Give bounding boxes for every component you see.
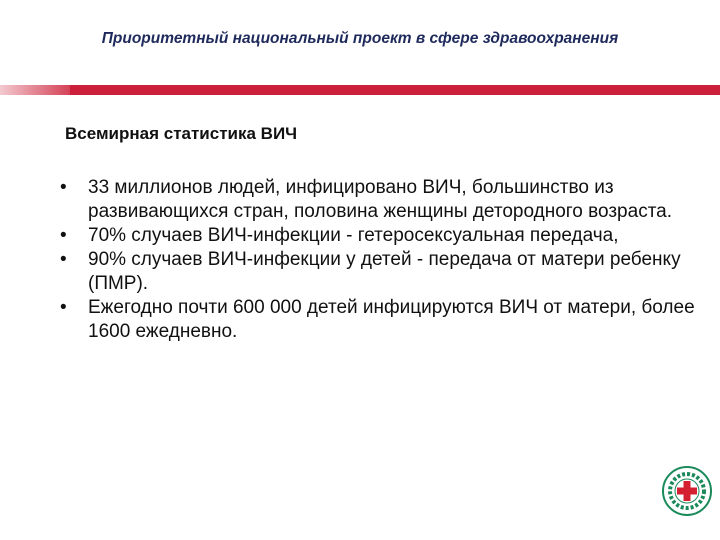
bullet-text: 70% случаев ВИЧ-инфекции - гетеросексуальная передача, — [88, 225, 619, 246]
bullet-item — [60, 248, 700, 296]
page-header-title: Приоритетный национальный проект в сфере здравоохранения — [101, 30, 619, 47]
bullet-text: 33 миллионов людей, инфицировано ВИЧ, большинство из развивающихся стран, половина женщины детородного возраста. — [88, 177, 673, 222]
bullet-icon: • — [60, 225, 67, 246]
bullet-text: 90% случаев ВИЧ-инфекции у детей - передача от матери ребенку (ПМР). — [88, 249, 681, 294]
red-cross-emblem-icon — [662, 466, 712, 516]
bullet-icon: • — [60, 177, 67, 198]
bullet-list — [60, 176, 700, 344]
bullet-item — [60, 176, 700, 224]
bullet-icon: • — [60, 249, 67, 270]
bullet-icon: • — [60, 297, 67, 318]
bullet-item — [60, 224, 700, 248]
header-divider-fade — [0, 85, 70, 95]
section-title: Всемирная статистика ВИЧ — [65, 124, 298, 143]
header-divider — [0, 85, 720, 95]
bullet-item — [60, 296, 700, 344]
bullet-text: Ежегодно почти 600 000 детей инфицируются ВИЧ от матери, более 1600 ежедневно. — [88, 297, 695, 342]
